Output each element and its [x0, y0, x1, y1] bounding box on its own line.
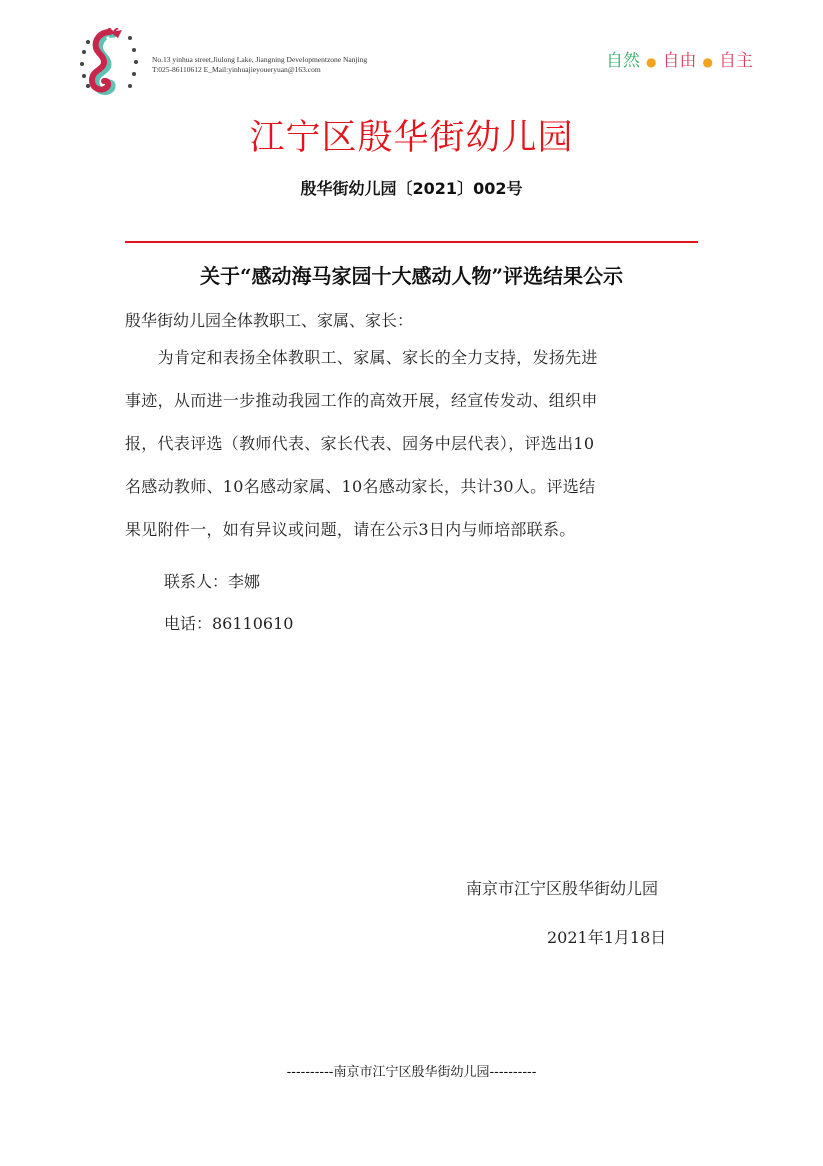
paragraph-line: 名感动教师、10名感动家属、10名感动家长，共计30人。评选结 [125, 477, 596, 496]
notice-title: 关于“感动海马家园十大感动人物”评选结果公示 [199, 264, 623, 288]
org-title: 江宁区殷华街幼儿园 [249, 118, 574, 158]
red-divider [125, 241, 698, 243]
salutation: 殷华街幼儿园全体教职工、家属、家长： [125, 311, 414, 330]
header-address: No.13 yinhua street,Jiulong Lake, Jiangning Developmentzone Nanjing [152, 55, 368, 64]
paragraph-line: 为肯定和表扬全体教职工、家属、家长的全力支持，发扬先进 [125, 348, 598, 367]
paragraph-line: 果见附件一，如有异议或问题，请在公示3日内与师培部联系。 [125, 520, 576, 539]
body-paragraph [125, 346, 700, 561]
contact-phone: 电话：86110610 [164, 614, 294, 633]
paragraph-line: 事迹，从而进一步推动我园工作的高效开展，经宣传发动、组织申 [125, 391, 598, 410]
slogan-dot-2: ● [702, 55, 713, 69]
seahorse-logo [78, 28, 140, 100]
slogan-dot-1: ● [646, 55, 657, 69]
signature-date: 2021年1月18日 [547, 928, 667, 947]
slogan-word-1: 自然 [606, 51, 640, 71]
header-slogan [606, 46, 753, 71]
paragraph-line: 报，代表评选（教师代表、家长代表、园务中层代表），评选出10 [125, 434, 595, 453]
page-footer: ----------南京市江宁区殷华街幼儿园---------- [286, 1065, 537, 1080]
header-contact: T:025-86110612 E_Mail:yinhuajieyoueryuan@163.com [152, 65, 321, 74]
slogan-word-2: 自由 [662, 51, 697, 71]
slogan-word-3: 自主 [718, 51, 753, 71]
doc-number: 殷华街幼儿园〔2021〕002号 [300, 179, 523, 198]
header-contact-info [152, 55, 367, 75]
contact-person: 联系人：李娜 [164, 572, 261, 591]
signature-org: 南京市江宁区殷华街幼儿园 [466, 879, 659, 898]
